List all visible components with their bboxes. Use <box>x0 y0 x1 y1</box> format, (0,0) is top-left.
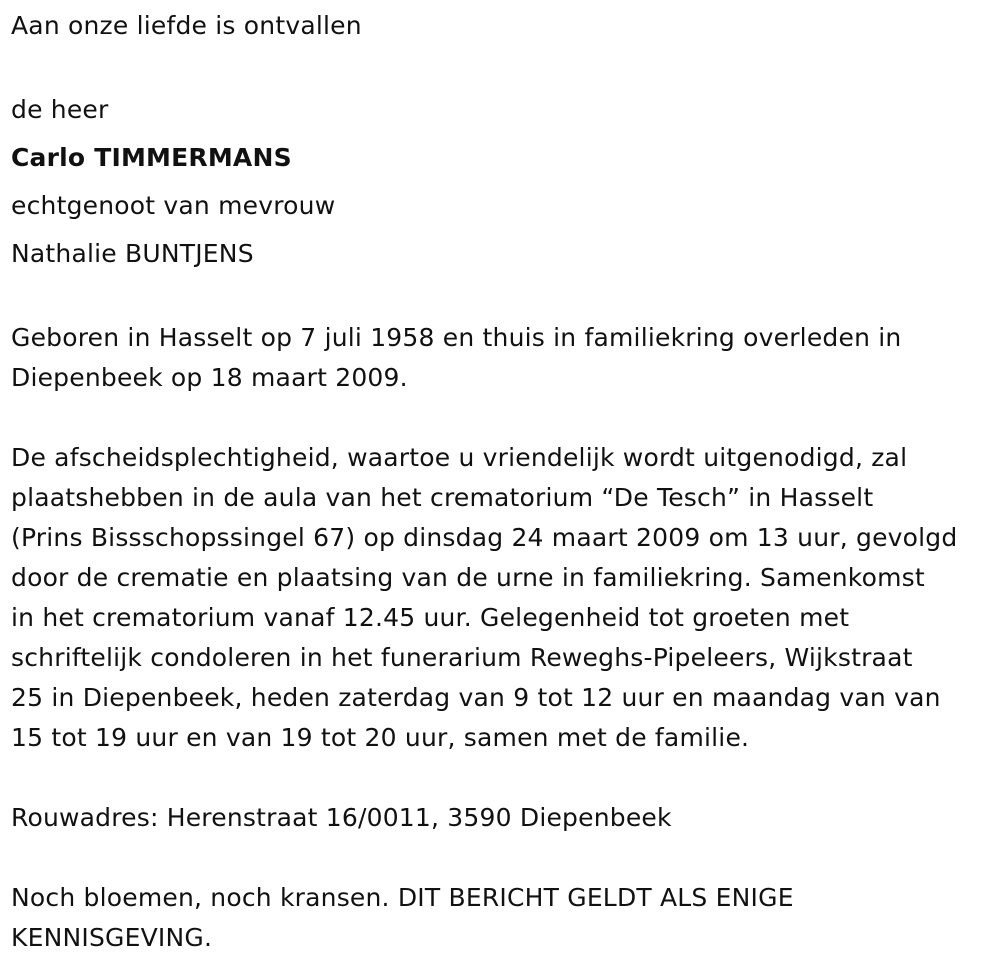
spouse-name: Nathalie BUNTJENS <box>11 239 254 268</box>
ceremony-paragraph <box>11 438 993 758</box>
death-notice <box>11 6 993 958</box>
ceremony-line: plaatshebben in de aula van het crematorium “De Tesch” in Hasselt <box>11 483 874 512</box>
ceremony-line: (Prins Bissschopssingel 67) op dinsdag 24 maart 2009 om 13 uur, gevolgd <box>11 523 958 552</box>
closing-line: Noch bloemen, noch kransen. DIT BERICHT GELDT ALS ENIGE <box>11 883 794 912</box>
ceremony-line: 25 in Diepenbeek, heden zaterdag van 9 tot 12 uur en maandag van van <box>11 683 941 712</box>
birth-death-line: Geboren in Hasselt op 7 juli 1958 en thuis in familiekring overleden in <box>11 323 902 352</box>
deceased-name: Carlo TIMMERMANS <box>11 143 292 172</box>
ceremony-line: 15 tot 19 uur en van 19 tot 20 uur, samen met de familie. <box>11 723 750 752</box>
ceremony-line: De afscheidsplechtigheid, waartoe u vriendelijk wordt uitgenodigd, zal <box>11 443 908 472</box>
spouse-intro: echtgenoot van mevrouw <box>11 191 336 220</box>
mourning-address: Rouwadres: Herenstraat 16/0011, 3590 Diepenbeek <box>11 803 672 832</box>
birth-death-paragraph <box>11 318 993 398</box>
ceremony-line: door de crematie en plaatsing van de urne in familiekring. Samenkomst <box>11 563 925 592</box>
mourning-address-paragraph <box>11 798 993 838</box>
salutation: de heer <box>11 95 109 124</box>
ceremony-line: schriftelijk condoleren in het funerarium Reweghs-Pipeleers, Wijkstraat <box>11 643 913 672</box>
birth-death-line: Diepenbeek op 18 maart 2009. <box>11 363 408 392</box>
intro-line: Aan onze liefde is ontvallen <box>11 11 362 40</box>
closing-line: KENNISGEVING. <box>11 923 213 952</box>
closing-paragraph <box>11 878 993 958</box>
ceremony-line: in het crematorium vanaf 12.45 uur. Gelegenheid tot groeten met <box>11 603 850 632</box>
